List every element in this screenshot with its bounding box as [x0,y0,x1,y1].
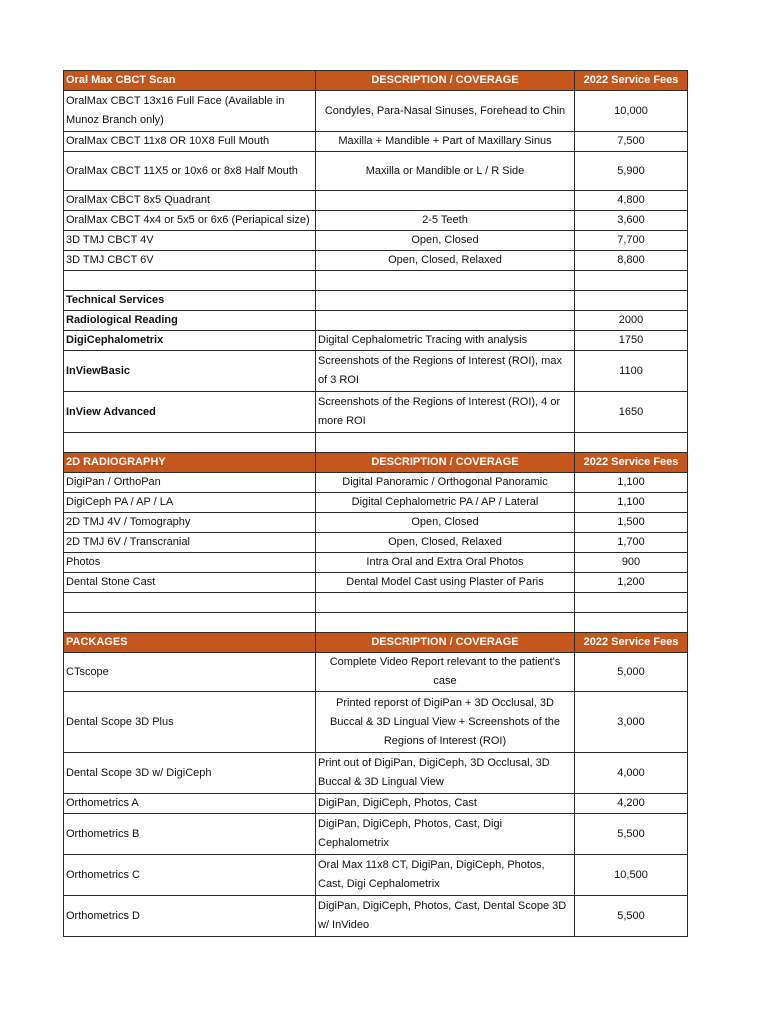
fee-cell: 5,500 [575,814,688,855]
table-row [64,211,688,231]
fee-cell [575,433,688,453]
table-row [64,91,688,132]
fee-cell [575,291,688,311]
service-name-cell: 2D TMJ 4V / Tomography [64,513,316,533]
description-cell [316,593,575,613]
price-table [63,70,688,937]
service-name-cell: Dental Scope 3D Plus [64,692,316,753]
description-cell: Open, Closed, Relaxed [316,533,575,553]
description-cell [316,613,575,633]
fee-cell: 7,500 [575,132,688,152]
description-cell [316,311,575,331]
fee-cell: 5,500 [575,896,688,937]
section-title: PACKAGES [64,633,316,653]
fee-cell: 10,500 [575,855,688,896]
table-row [64,814,688,855]
section-header-row [64,71,688,91]
service-name-cell: Orthometrics D [64,896,316,937]
description-cell: Print out of DigiPan, DigiCeph, 3D Occlusal, 3D Buccal & 3D Lingual View [316,753,575,794]
description-header: DESCRIPTION / COVERAGE [316,71,575,91]
description-cell: Oral Max 11x8 CT, DigiPan, DigiCeph, Photos, Cast, Digi Cephalometrix [316,855,575,896]
service-name-cell: 2D TMJ 6V / Transcranial [64,533,316,553]
description-cell: Complete Video Report relevant to the patient's case [316,653,575,692]
fee-cell: 4,800 [575,191,688,211]
fee-cell: 1650 [575,392,688,433]
description-cell [316,291,575,311]
price-table-body [64,71,688,937]
table-row [64,271,688,291]
fee-cell: 3,000 [575,692,688,753]
service-name-cell: Photos [64,553,316,573]
fee-cell: 1,700 [575,533,688,553]
description-cell: DigiPan, DigiCeph, Photos, Cast, Dental Scope 3D w/ InVideo [316,896,575,937]
service-name-cell: OralMax CBCT 4x4 or 5x5 or 6x6 (Periapical size) [64,211,316,231]
description-cell: 2-5 Teeth [316,211,575,231]
description-header: DESCRIPTION / COVERAGE [316,633,575,653]
section-header-row [64,633,688,653]
service-name-cell: Orthometrics C [64,855,316,896]
description-cell [316,191,575,211]
service-name-cell: Dental Stone Cast [64,573,316,593]
description-cell: Screenshots of the Regions of Interest (ROI), max of 3 ROI [316,351,575,392]
table-row [64,753,688,794]
section-title: 2D RADIOGRAPHY [64,453,316,473]
service-name-cell: Orthometrics A [64,794,316,814]
service-name-cell: Orthometrics B [64,814,316,855]
table-row [64,473,688,493]
fee-cell: 3,600 [575,211,688,231]
description-cell: Open, Closed [316,231,575,251]
description-cell [316,271,575,291]
fee-header: 2022 Service Fees [575,633,688,653]
table-row [64,553,688,573]
description-cell: Open, Closed [316,513,575,533]
description-cell: Digital Cephalometric Tracing with analysis [316,331,575,351]
table-row [64,311,688,331]
fee-header: 2022 Service Fees [575,71,688,91]
table-row [64,794,688,814]
fee-header: 2022 Service Fees [575,453,688,473]
table-row [64,291,688,311]
fee-cell: 1,200 [575,573,688,593]
table-row [64,251,688,271]
table-row [64,613,688,633]
service-name-cell: 3D TMJ CBCT 6V [64,251,316,271]
table-row [64,513,688,533]
service-name-cell: OralMax CBCT 11X5 or 10x6 or 8x8 Half Mouth [64,152,316,191]
section-header-row [64,453,688,473]
table-row [64,191,688,211]
description-cell: Maxilla + Mandible + Part of Maxillary Sinus [316,132,575,152]
table-row [64,351,688,392]
table-row [64,392,688,433]
table-row [64,533,688,553]
table-row [64,896,688,937]
service-name-cell: Radiological Reading [64,311,316,331]
service-name-cell: InViewBasic [64,351,316,392]
service-name-cell [64,271,316,291]
table-row [64,855,688,896]
fee-cell: 5,900 [575,152,688,191]
fee-cell [575,271,688,291]
description-cell: Digital Cephalometric PA / AP / Lateral [316,493,575,513]
fee-cell: 1,100 [575,473,688,493]
table-row [64,433,688,453]
description-header: DESCRIPTION / COVERAGE [316,453,575,473]
description-cell: Condyles, Para-Nasal Sinuses, Forehead to Chin [316,91,575,132]
fee-cell: 7,700 [575,231,688,251]
table-row [64,593,688,613]
fee-cell: 1100 [575,351,688,392]
service-name-cell [64,613,316,633]
service-name-cell: DigiCephalometrix [64,331,316,351]
fee-cell: 8,800 [575,251,688,271]
table-row [64,132,688,152]
table-row [64,152,688,191]
fee-cell: 1,100 [575,493,688,513]
service-name-cell: 3D TMJ CBCT 4V [64,231,316,251]
fee-cell: 900 [575,553,688,573]
service-name-cell: Dental Scope 3D w/ DigiCeph [64,753,316,794]
description-cell: DigiPan, DigiCeph, Photos, Cast, Digi Cephalometrix [316,814,575,855]
description-cell [316,433,575,453]
service-name-cell: DigiCeph PA / AP / LA [64,493,316,513]
description-cell: Screenshots of the Regions of Interest (ROI), 4 or more ROI [316,392,575,433]
table-row [64,573,688,593]
description-cell: Printed reporst of DigiPan + 3D Occlusal, 3D Buccal & 3D Lingual View + Screenshots of the Regions of Interest (ROI) [316,692,575,753]
service-name-cell: Technical Services [64,291,316,311]
service-name-cell: OralMax CBCT 8x5 Quadrant [64,191,316,211]
description-cell: Open, Closed, Relaxed [316,251,575,271]
service-name-cell: DigiPan / OrthoPan [64,473,316,493]
table-row [64,231,688,251]
service-name-cell: CTscope [64,653,316,692]
fee-cell: 5,000 [575,653,688,692]
fee-cell: 4,200 [575,794,688,814]
service-name-cell [64,433,316,453]
description-cell: Digital Panoramic / Orthogonal Panoramic [316,473,575,493]
service-name-cell: OralMax CBCT 11x8 OR 10X8 Full Mouth [64,132,316,152]
fee-cell: 1,500 [575,513,688,533]
fee-cell [575,593,688,613]
fee-cell [575,613,688,633]
description-cell: Dental Model Cast using Plaster of Paris [316,573,575,593]
table-row [64,331,688,351]
fee-cell: 1750 [575,331,688,351]
section-title: Oral Max CBCT Scan [64,71,316,91]
table-row [64,493,688,513]
fee-cell: 2000 [575,311,688,331]
table-row [64,653,688,692]
service-name-cell [64,593,316,613]
service-name-cell: InView Advanced [64,392,316,433]
description-cell: DigiPan, DigiCeph, Photos, Cast [316,794,575,814]
description-cell: Maxilla or Mandible or L / R Side [316,152,575,191]
fee-cell: 10,000 [575,91,688,132]
table-row [64,692,688,753]
service-name-cell: OralMax CBCT 13x16 Full Face (Available in Munoz Branch only) [64,91,316,132]
fee-cell: 4,000 [575,753,688,794]
description-cell: Intra Oral and Extra Oral Photos [316,553,575,573]
